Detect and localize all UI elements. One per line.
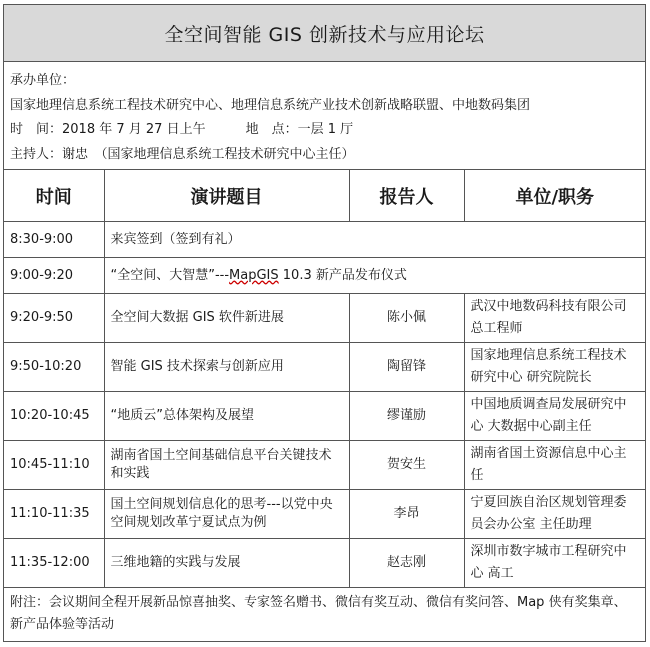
row-topic-part: 10.3 新产品发布仪式: [278, 267, 407, 283]
row-topic-mapgis: MapGIS: [229, 267, 279, 283]
table-row: [4, 392, 645, 441]
row-topic: 国土空间规划信息化的思考---以党中央空间规划改革宁夏试点为例: [104, 490, 349, 539]
organizer-label: 承办单位：: [10, 73, 76, 88]
row-time: 10:20-10:45: [4, 392, 104, 441]
row-topic: 来宾签到（签到有礼）: [104, 222, 645, 258]
header-speaker: 报告人: [349, 170, 464, 222]
table-row: [4, 258, 645, 294]
row-org: 宁夏回族自治区规划管理委员会办公室 主任助理: [464, 490, 645, 539]
event-info: [4, 62, 645, 170]
row-org: 中国地质调查局发展研究中心 大数据中心副主任: [464, 392, 645, 441]
row-time: 11:35-12:00: [4, 539, 104, 588]
table-row: [4, 343, 645, 392]
header-topic: 演讲题目: [104, 170, 349, 222]
row-topic: “地质云”总体架构及展望: [104, 392, 349, 441]
table-row: [4, 441, 645, 490]
time-label: 时 间：: [10, 122, 63, 137]
organizer-list: 国家地理信息系统工程技术研究中心、地理信息系统产业技术创新战略联盟、中地数码集团: [10, 97, 531, 113]
row-time: 9:00-9:20: [4, 258, 104, 294]
table-row: [4, 222, 645, 258]
row-org: 国家地理信息系统工程技术研究中心 研究院院长: [464, 343, 645, 392]
row-org: 湖南省国土资源信息中心主任: [464, 441, 645, 490]
row-topic-part: “全空间、大智慧”---: [110, 267, 230, 283]
row-org: 武汉中地数码科技有限公司 总工程师: [464, 294, 645, 343]
row-speaker: 李昂: [349, 490, 464, 539]
row-time: 9:20-9:50: [4, 294, 104, 343]
row-time: 8:30-9:00: [4, 222, 104, 258]
row-topic: [104, 258, 645, 294]
row-org: 深圳市数字城市工程研究中心 高工: [464, 539, 645, 588]
table-header-row: [4, 170, 645, 222]
host-row: [10, 143, 639, 168]
venue-label: 地 点：: [245, 122, 298, 137]
row-topic: 三维地籍的实践与发展: [104, 539, 349, 588]
row-topic: 湖南省国土空间基础信息平台关键技术和实践: [104, 441, 349, 490]
row-topic: 智能 GIS 技术探索与创新应用: [104, 343, 349, 392]
table-row: [4, 490, 645, 539]
row-speaker: 贺安生: [349, 441, 464, 490]
row-topic: 全空间大数据 GIS 软件新进展: [104, 294, 349, 343]
row-speaker: 陶留锋: [349, 343, 464, 392]
row-time: 10:45-11:10: [4, 441, 104, 490]
host-label: 主持人：: [10, 146, 63, 162]
agenda-sheet: [3, 4, 646, 642]
row-time: 11:10-11:35: [4, 490, 104, 539]
row-speaker: 缪谨励: [349, 392, 464, 441]
row-speaker: 陈小佩: [349, 294, 464, 343]
page-title: 全空间智能 GIS 创新技术与应用论坛: [4, 5, 645, 62]
time-value: 2018 年 7 月 27 日上午: [62, 122, 206, 137]
agenda-table: [4, 170, 645, 588]
table-row: [4, 294, 645, 343]
row-speaker: 赵志刚: [349, 539, 464, 588]
venue-value: 一层 1 厅: [297, 122, 354, 137]
header-time: 时间: [4, 170, 104, 222]
row-time: 9:50-10:20: [4, 343, 104, 392]
host-value: 谢忠 （国家地理信息系统工程技术研究中心主任）: [62, 146, 355, 162]
time-venue-row: [10, 118, 639, 143]
header-org: 单位/职务: [464, 170, 645, 222]
table-row: [4, 539, 645, 588]
footnote: 附注：会议期间全程开展新品惊喜抽奖、专家签名赠书、微信有奖互动、微信有奖问答、Map 侠有奖集章、新产品体验等活动: [10, 595, 627, 632]
